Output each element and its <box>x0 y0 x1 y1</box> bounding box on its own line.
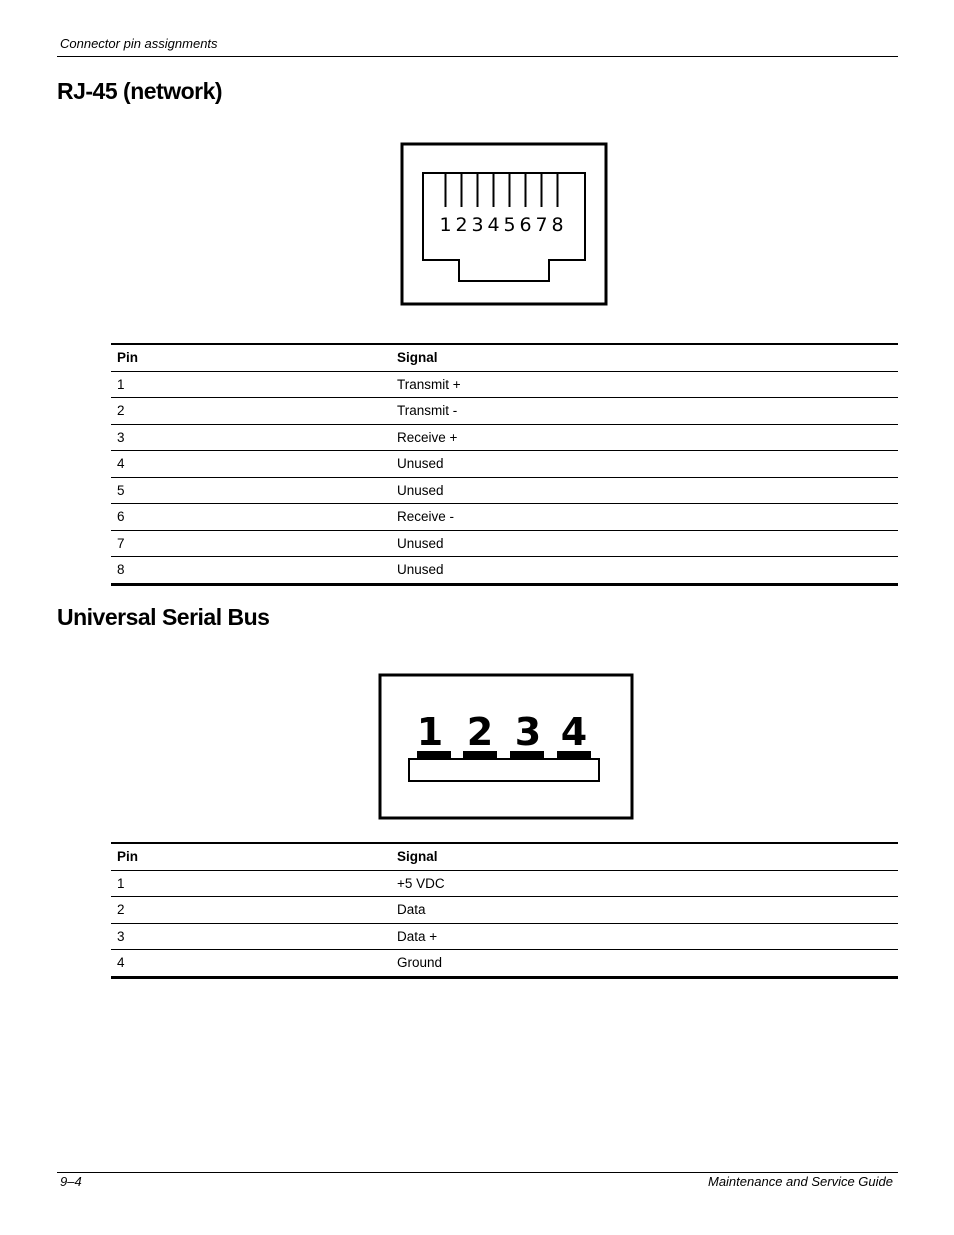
table-row <box>111 950 898 978</box>
usb-pin-label-1: 1 <box>416 710 444 754</box>
column-header-signal: Signal <box>391 344 898 371</box>
table-row <box>111 923 898 950</box>
rj45-contacts <box>446 174 558 207</box>
signal-cell: Receive - <box>391 504 898 531</box>
usb-pin-label-2: 2 <box>466 710 494 754</box>
table-row <box>111 557 898 585</box>
column-header-signal: Signal <box>391 843 898 870</box>
usb-connector-diagram <box>377 672 635 821</box>
table-row <box>111 398 898 425</box>
footer-guide-title: Maintenance and Service Guide <box>707 1174 893 1189</box>
pin-cell: 3 <box>111 424 391 451</box>
rj45-pin-label-1: 1 <box>439 214 452 236</box>
rj45-pin-label-4: 4 <box>487 214 500 236</box>
rj45-pin-label-2: 2 <box>455 214 468 236</box>
signal-cell: Unused <box>391 530 898 557</box>
column-header-pin: Pin <box>111 843 391 870</box>
rj45-pin-label-5: 5 <box>503 214 516 236</box>
table-row <box>111 870 898 897</box>
pin-cell: 7 <box>111 530 391 557</box>
pin-cell: 1 <box>111 371 391 398</box>
usb-pin-table <box>111 842 898 979</box>
section-title-rj45: RJ-45 (network) <box>57 78 223 104</box>
table-header-row <box>111 344 898 371</box>
rj45-pin-label-6: 6 <box>519 214 532 236</box>
table-row <box>111 451 898 478</box>
signal-cell: Data <box>391 897 898 924</box>
table-row <box>111 477 898 504</box>
table-row <box>111 530 898 557</box>
usb-pin-label-4: 4 <box>560 710 588 754</box>
signal-cell: +5 VDC <box>391 870 898 897</box>
page-number: 9–4 <box>60 1174 82 1189</box>
pin-cell: 1 <box>111 870 391 897</box>
table-row <box>111 371 898 398</box>
signal-cell: Unused <box>391 451 898 478</box>
pin-cell: 8 <box>111 557 391 585</box>
rj45-pin-label-7: 7 <box>535 214 548 236</box>
signal-cell: Transmit - <box>391 398 898 425</box>
signal-cell: Data + <box>391 923 898 950</box>
signal-cell: Receive + <box>391 424 898 451</box>
rj45-connector-diagram <box>399 141 609 307</box>
rj45-pin-table <box>111 343 898 586</box>
section-title-usb: Universal Serial Bus <box>57 604 270 630</box>
pin-cell: 3 <box>111 923 391 950</box>
header-rule <box>57 56 898 57</box>
pin-cell: 4 <box>111 950 391 978</box>
footer-rule <box>57 1172 898 1173</box>
pin-cell: 4 <box>111 451 391 478</box>
signal-cell: Ground <box>391 950 898 978</box>
rj45-pin-label-3: 3 <box>471 214 484 236</box>
table-row <box>111 424 898 451</box>
pin-cell: 5 <box>111 477 391 504</box>
running-header: Connector pin assignments <box>60 36 218 51</box>
column-header-pin: Pin <box>111 344 391 371</box>
signal-cell: Unused <box>391 557 898 585</box>
usb-tongue <box>409 759 599 781</box>
table-header-row <box>111 843 898 870</box>
table-row <box>111 897 898 924</box>
table-row <box>111 504 898 531</box>
pin-cell: 6 <box>111 504 391 531</box>
rj45-pin-label-8: 8 <box>551 214 564 236</box>
pin-cell: 2 <box>111 897 391 924</box>
signal-cell: Transmit + <box>391 371 898 398</box>
usb-pin-label-3: 3 <box>514 710 542 754</box>
signal-cell: Unused <box>391 477 898 504</box>
pin-cell: 2 <box>111 398 391 425</box>
